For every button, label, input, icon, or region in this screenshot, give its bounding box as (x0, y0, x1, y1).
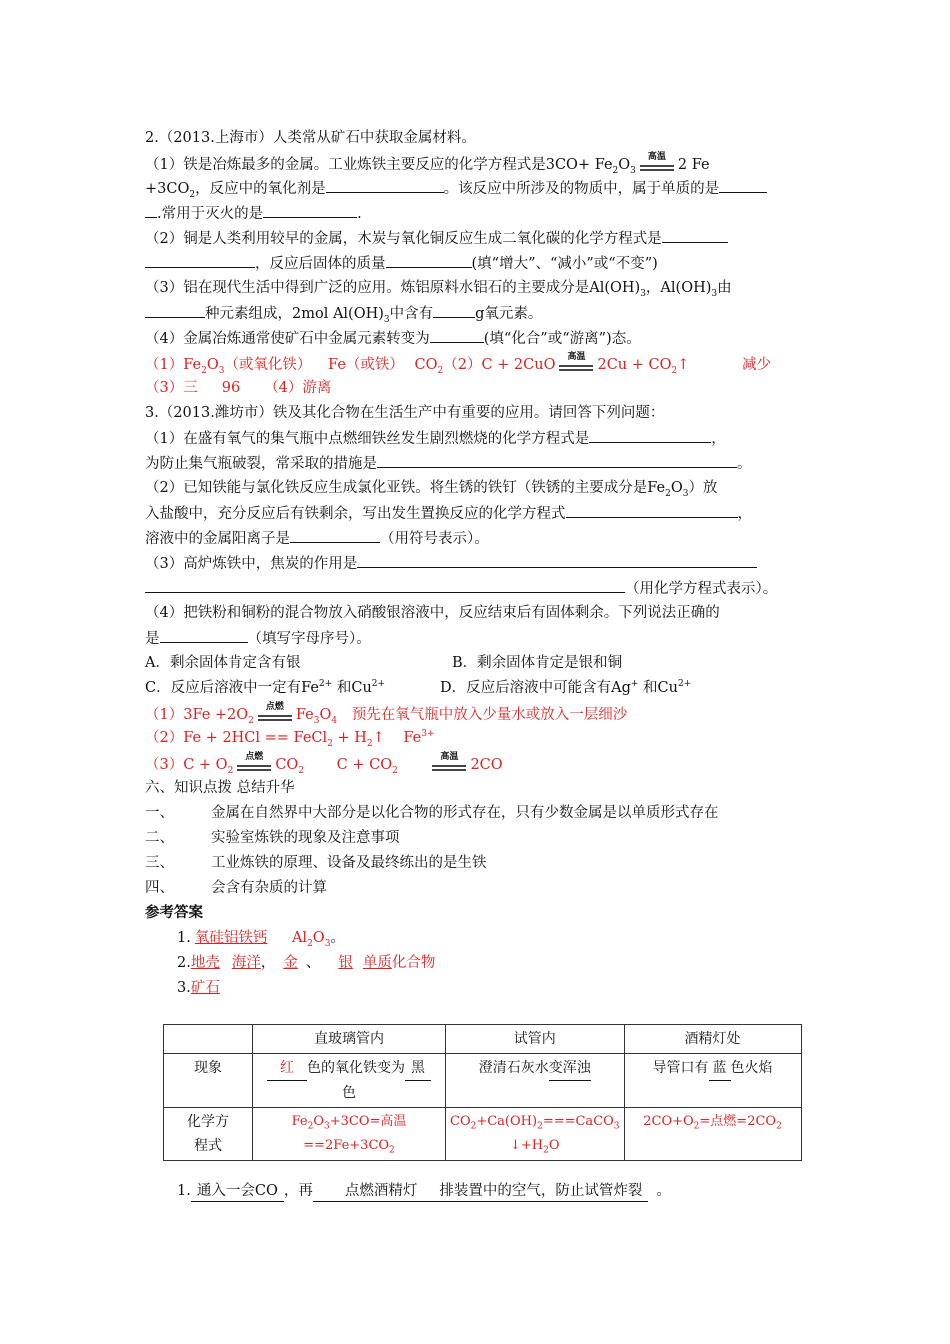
reaction-condition-high-temp: 高温 (432, 753, 466, 771)
answers-title: 参考答案 (145, 904, 203, 921)
answer-row-3: 3.矿石 (177, 980, 220, 996)
table-cell: 澄清石灰水变浑浊 (446, 1054, 625, 1108)
q2-line-1: （1）铁是冶炼最多的金属。工业炼铁主要反应的化学方程式是$3CO+ Fe_2O_3$ 高温 2 Fe (145, 152, 710, 176)
q3-answer-3: $(3)C + O_2$ 点燃 $CO_2$ $C + CO_2$ 高温 2CO (145, 752, 503, 776)
q3-line-5: 溶液中的金属阳离子是 （用符号表示）。 (145, 528, 489, 549)
q3-answer-1: $(1)3Fe +2O_2$ 点燃 $Fe_3O_4$ 预先在氧气瓶中放入少量水或放入一层细沙 (145, 702, 628, 726)
summary-item: 四、 会含有杂质的计算 (145, 880, 327, 896)
q2-line-5: ，反应后固体的质量 (填“增大”、“减小”或“不变”) (145, 253, 658, 274)
table-cell: $CO_2+Ca(OH)_2===CaCO_3$ $↓+H_2O$ (446, 1108, 625, 1161)
blank[interactable] (430, 328, 484, 343)
summary-item: 三、 工业炼铁的原理、设备及最终练出的是生铁 (145, 855, 487, 871)
q3-line-9: 是 （填写字母序号）。 (145, 628, 371, 649)
q3-line-4: 入盐酸中，充分反应后有铁剩余，写出发生置换反应的化学方程式 ， (145, 503, 752, 524)
blank[interactable] (326, 178, 444, 193)
answer-row-1: 1. 氧硅铝铁钙 $Al_2O_3$。 (177, 930, 345, 949)
q2-line-7: 种元素组成，2mol $Al(OH)_3$中含有 g氧元素。 (145, 303, 542, 324)
q3-line-7: （用化学方程式表示）。 (145, 578, 777, 599)
table-header: 酒精灯处 (624, 1025, 801, 1054)
table-row (164, 1054, 802, 1108)
table-cell: 红 色的氧化铁变为 黑 色 (253, 1054, 446, 1108)
blank[interactable] (160, 628, 248, 643)
answer-row-2: 2.地壳 海洋， 金 、 银 单质化合物 (177, 955, 436, 971)
q3-line-1: （1）在盛有氧气的集气瓶中点燃细铁丝发生剧烈燃烧的化学方程式是 ， (145, 428, 726, 449)
q3-line-2: 为防止集气瓶破裂，常采取的措施是 。 (145, 453, 752, 474)
table-cell: $2CO+O_2=$点燃$=2CO_2$ (624, 1108, 801, 1161)
blank[interactable] (357, 553, 757, 568)
reaction-condition-high-temp: 高温 (640, 153, 674, 171)
q2-line-4: （2）铜是人类利用较早的金属，木炭与氧化铜反应生成二氧化碳的化学方程式是 (145, 228, 728, 249)
option-d: D．反应后溶液中可能含有Ag+ 和$Cu^{2+}$ (440, 679, 692, 696)
blank[interactable] (566, 503, 738, 518)
reaction-condition-high-temp: 高温 (559, 353, 593, 371)
summary-item: 一、 金属在自然界中大部分是以化合物的形式存在，只有少数金属是以单质形式存在 (145, 805, 719, 821)
q2-line-6: （3）铝在现代生活中得到广泛的应用。炼铝原料水铝石的主要成分是$Al(OH)_3$，$Al(OH)_3$由 (145, 280, 732, 299)
blank[interactable] (145, 578, 625, 593)
q3-answer-2: （2）Fe + 2HCl == FeCl$_2$ + $H_2↑$ $Fe^{3+}$ (145, 729, 435, 749)
final-answer-line: 1. 通入一会CO ，再 点燃酒精灯 排装置中的空气，防止试管炸裂 。 (177, 1181, 671, 1202)
reaction-condition-ignite: 点燃 (258, 703, 292, 721)
q3-line-6: （3）高炉炼铁中，焦炭的作用是 (145, 553, 757, 574)
summary-title: 六、知识点拨 总结升华 (145, 780, 295, 796)
blank[interactable] (145, 203, 157, 218)
q2-line-8: （4）金属冶炼通常使矿石中金属元素转变为 (填“化合”或“游离”)态。 (145, 328, 641, 349)
q2-line-3: .常用于灭火的是 . (145, 203, 362, 224)
option-a: A．剩余固体肯定含有银 (145, 655, 301, 671)
table-cell: $Fe_2O_3+3CO=$高温 $==2Fe+3CO_2$ (253, 1108, 446, 1161)
table-row (164, 1108, 802, 1161)
blank[interactable] (386, 253, 472, 268)
blank[interactable] (263, 203, 357, 218)
reaction-condition-ignite: 点燃 (237, 753, 271, 771)
q2-answer-2: （3）三 96 （4）游离 (145, 380, 332, 396)
experiment-table (163, 1024, 802, 1161)
table-header (164, 1025, 253, 1054)
blank[interactable] (377, 453, 737, 468)
table-header: 直玻璃管内 (253, 1025, 446, 1054)
summary-item: 二、 实验室炼铁的现象及注意事项 (145, 830, 400, 846)
blank[interactable] (145, 253, 255, 268)
option-b: B．剩余固体肯定是银和铜 (452, 655, 623, 671)
blank[interactable] (290, 528, 380, 543)
q3-line-8: （4）把铁粉和铜粉的混合物放入硝酸银溶液中，反应结束后有固体剩余。下列说法正确的 (145, 605, 720, 621)
table-cell: 现象 (164, 1054, 253, 1108)
blank[interactable] (589, 428, 711, 443)
q2-title: 2.（2013.上海市）人类常从矿石中获取金属材料。 (145, 130, 476, 146)
q3-line-3: （2）已知铁能与氯化铁反应生成氯化亚铁。将生锈的铁钉（铁锈的主要成分是$Fe_2O_3$）放 (145, 480, 718, 499)
blank[interactable] (662, 228, 728, 243)
blank[interactable] (145, 303, 205, 318)
table-header: 试管内 (446, 1025, 625, 1054)
blank[interactable] (719, 178, 767, 193)
option-c: C．反应后溶液中一定有$Fe^{2+}$ 和$Cu^{2+}$ (145, 679, 386, 696)
q2-line-2: $+3CO_2$，反应中的氧化剂是 。该反应中所涉及的物质中，属于单质的是 (145, 178, 767, 199)
blank[interactable] (433, 303, 475, 318)
table-cell: 化学方 程式 (164, 1108, 253, 1161)
table-cell: 导管口有 蓝 色火焰 (624, 1054, 801, 1108)
table-header-row (164, 1025, 802, 1054)
q3-title: 3.（2013.潍坊市）铁及其化合物在生活生产中有重要的应用。请回答下列问题： (145, 405, 665, 421)
q2-answer-1: $(1)Fe_2O_3$（或氧化铁） Fe（或铁） $CO_2(2)C + 2CuO$ 高温 $2Cu + CO_2↑$ 减少 (145, 352, 771, 376)
